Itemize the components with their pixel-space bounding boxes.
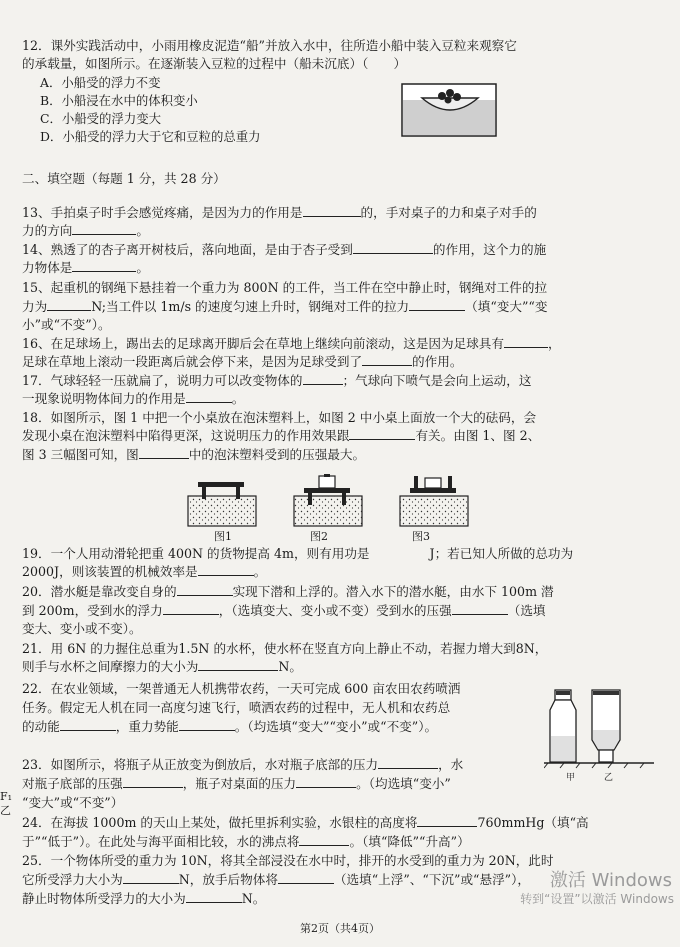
q22-text: 。（均选填“变大”“变小”或“不变”）。 (234, 719, 438, 734)
q14-line-2 (22, 260, 149, 276)
table-leg (342, 493, 346, 505)
q19-text: 。 (253, 564, 267, 579)
q25-text: N。 (241, 891, 266, 906)
q23-blank-3[interactable] (296, 776, 356, 788)
q22-text: 的动能 (22, 719, 60, 734)
figure-3-foam (400, 476, 468, 526)
q25-text: 它所受浮力大小为 (22, 872, 123, 887)
q24-line-1 (22, 815, 589, 831)
q23-text: 对瓶子底部的压强 (22, 776, 123, 791)
table-leg (236, 487, 240, 499)
figure-1-foam (188, 482, 256, 526)
q20-text: 实现下潜和上浮的。潜入水下的潜水艇，由水下 100m 潜 (232, 584, 554, 599)
q14-blank-1[interactable] (353, 242, 433, 254)
q16-blank-2[interactable] (362, 354, 412, 366)
q19-line-1 (22, 546, 573, 562)
q23-text: ，水 (438, 757, 464, 772)
activation-watermark-subtitle: 转到“设置”以激活 Windows (520, 892, 674, 906)
table-leg (308, 493, 312, 505)
q21-blank[interactable] (198, 659, 278, 671)
q16-line-2 (22, 354, 462, 370)
figure-3-label: 图3 (412, 530, 430, 543)
boat-figure (400, 70, 500, 140)
weight (319, 476, 335, 488)
q20-text: （选填 (507, 603, 546, 618)
bean (453, 93, 461, 101)
figure-1-label: 图1 (214, 530, 232, 543)
q17-blank-1[interactable] (303, 373, 343, 385)
q13-text: 的，手对桌子的力和桌子对手的 (360, 205, 537, 220)
q19-blank-2[interactable] (198, 564, 254, 576)
q16-text: ， (548, 336, 561, 351)
weight (425, 478, 441, 488)
q12-option-d: D．小船受的浮力大于它和豆粒的总重力 (40, 129, 261, 144)
q21-text: N。 (278, 659, 302, 674)
table-leg (448, 476, 452, 488)
q16-text: 16、在足球场上，踢出去的足球离开脚后会在草地上继续向前滚动，这是因为足球具有 (22, 336, 504, 351)
q17-line-2 (22, 391, 244, 407)
q15-line-1: 15、起重机的钢绳下悬挂着一个重力为 800N 的工件，当工件在空中静止时，钢绳对工件的拉 (22, 280, 548, 295)
q13-text: 力的方向 (22, 223, 73, 238)
q25-blank-1[interactable] (123, 872, 179, 884)
q17-blank-2[interactable] (186, 391, 232, 403)
q21-line-2 (22, 659, 302, 675)
left-edge-marks (0, 790, 12, 818)
q23-text: ，瓶子对桌面的压力 (182, 776, 297, 791)
q15-line-3: 小”或“不变”）。 (22, 317, 111, 332)
q15-line-2 (22, 299, 547, 315)
q13-blank-2[interactable] (72, 223, 136, 235)
q24-blank-2[interactable] (299, 834, 349, 846)
q23-text: 23．如图所示，将瓶子从正放变为倒放后，水对瓶子底部的压力 (22, 757, 379, 772)
q12-option-a: A．小船受的浮力不变 (40, 75, 161, 90)
q18-text: 有关。由图 1、图 2、 (415, 428, 541, 443)
q22-blank-2[interactable] (179, 719, 235, 731)
q12-stem-2: 的承载量，如图所示。在逐渐装入豆粒的过程中（船未沉底）（ ） (22, 56, 407, 71)
q22-line-3 (22, 719, 437, 735)
q20-blank-3[interactable] (452, 603, 508, 615)
table-top (198, 482, 244, 487)
q25-line-2 (22, 872, 530, 888)
q20-text: 20．潜水艇是靠改变自身的 (22, 584, 177, 599)
q25-line-3 (22, 891, 265, 907)
q17-text: ；气球向下喷气是会向上运动，这 (342, 373, 532, 388)
q14-text: 14、熟透了的杏子离开树枝后，落向地面，是由于杏子受到 (22, 242, 353, 257)
q18-text: 发现小桌在泡沫塑料中陷得更深，这说明压力的作用效果跟 (22, 428, 350, 443)
table-top-inverted (410, 488, 456, 493)
q24-text: 。（填“降低”“升高”） (349, 834, 470, 849)
q14-line-1 (22, 242, 546, 258)
foam-table-figures (186, 474, 476, 530)
figure-2-foam (294, 474, 362, 526)
bottle-label-jia: 甲 (566, 773, 576, 783)
q25-line-1: 25．一个物体所受的重力为 10N，将其全部浸没在水中时，排开的水受到的重力为 20N，此时 (22, 853, 554, 868)
q23-blank-2[interactable] (123, 776, 183, 788)
q25-text: N，放手后物体将 (178, 872, 278, 887)
figure-2-label: 图2 (310, 530, 328, 543)
q23-line-2 (22, 776, 451, 792)
bean (445, 97, 452, 104)
q20-line-1 (22, 584, 554, 600)
bottles-figure (544, 686, 656, 776)
q21-line-1: 21．用 6N 的力握住总重为1.5N 的水杯，使水杯在竖直方向上静止不动，若握力增大到8N， (22, 641, 548, 656)
q20-blank-1[interactable] (177, 584, 233, 596)
q15-text: N;当工件以 1m/s 的速度匀速上升时，钢绳对工件的拉力 (91, 299, 410, 314)
q13-text: 。 (136, 223, 149, 238)
q12-option-b: B．小船浸在水中的体积变小 (40, 93, 198, 108)
q25-blank-2[interactable] (278, 872, 334, 884)
q23-line-3: “变大”或“不变”） (22, 795, 124, 810)
q19-text: 19．一个人用动滑轮把重 400N 的货物提高 4m，则有用功是 (22, 546, 370, 561)
q22-line-1: 22．在农业领域，一架普通无人机携带农药，一天可完成 600 亩农田农药喷洒 (22, 681, 461, 696)
q12-option-c: C．小船受的浮力变大 (40, 111, 161, 126)
q16-blank-1[interactable] (504, 336, 548, 348)
q19-text: 2000J，则该装置的机械效率是 (22, 564, 198, 579)
q20-line-3: 变大、变小或不变）。 (22, 621, 142, 636)
q25-text: （选填“上浮”、“下沉”或“悬浮”）， (333, 872, 530, 887)
q16-text: 的作用。 (412, 354, 463, 369)
activation-watermark: 激活 Windows (549, 870, 672, 891)
q15-text: （填“变大”“变 (465, 299, 548, 314)
q17-text: 。 (231, 391, 245, 406)
table-leg (202, 487, 206, 499)
q18-blank-1[interactable] (349, 428, 415, 440)
bottle-label-yi: 乙 (604, 773, 614, 783)
q16-line-1 (22, 336, 561, 352)
table-leg (414, 476, 418, 488)
q12-stem-1: 12．课外实践活动中，小雨用橡皮泥造“船”并放入水中，往所造小船中装入豆粒来观察它 (22, 38, 517, 53)
q14-text: 力物体是 (22, 260, 73, 275)
q22-text: ，重力势能 (115, 719, 179, 734)
q18-text: 图 3 三幅图可知，图 (22, 447, 139, 462)
q23-text: 。（均选填“变小” (356, 776, 451, 791)
q15-blank-2[interactable] (409, 299, 465, 311)
q15-blank-1[interactable] (47, 299, 91, 311)
bean (446, 89, 454, 97)
q18-blank-2[interactable] (139, 447, 189, 459)
q24-line-2 (22, 834, 470, 850)
q18-line-1: 18．如图所示，图 1 中把一个小桌放在泡沫塑料上，如图 2 中小桌上面放一个大的砝码，会 (22, 410, 537, 425)
q24-text: 24．在海拔 1000m 的天山上某处，做托里拆利实验，水银柱的高度将 (22, 815, 418, 830)
q23-blank-1[interactable] (378, 757, 438, 769)
page-footer: 第2页（共4页） (300, 922, 380, 935)
q14-text: 。 (136, 260, 149, 275)
q22-line-2: 任务。假定无人机在同一高度匀速飞行，喷洒农药的过程中，无人机和农药总 (22, 700, 451, 715)
edge-mark: F₁ (0, 790, 13, 803)
q20-text: 到 200m，受到水的浮力 (22, 603, 163, 618)
q13-text: 13、手拍桌子时手会感觉疼痛，是因为力的作用是 (22, 205, 303, 220)
q17-text: 一现象说明物体间力的作用是 (22, 391, 186, 406)
q23-line-1 (22, 757, 463, 773)
q20-text: ，（选填变大、变小或不变）受到水的压强 (218, 603, 452, 618)
q25-text: 静止时物体所受浮力的大小为 (22, 891, 186, 906)
q15-text: 力为 (22, 299, 48, 314)
weight-knob (324, 474, 330, 477)
section-title: 二、填空题（每题 1 分，共 28 分） (22, 171, 226, 186)
table-top (304, 488, 350, 493)
q22-blank-1[interactable] (60, 719, 116, 731)
q16-text: 足球在草地上滚动一段距离后就会停下来，是因为足球受到了 (22, 354, 363, 369)
q19-line-2 (22, 564, 266, 580)
q18-line-2 (22, 428, 540, 444)
q20-blank-2[interactable] (163, 603, 219, 615)
q17-text: 17．气球轻轻一压就扁了，说明力可以改变物体的 (22, 373, 303, 388)
q25-blank-3[interactable] (186, 891, 242, 903)
q13-line-1 (22, 205, 537, 221)
q13-line-2 (22, 223, 149, 239)
q19-text: J；若已知人所做的总功为 (429, 546, 574, 561)
q20-line-2 (22, 603, 546, 619)
q24-text: 760mmHg（填“高 (477, 815, 589, 830)
edge-mark: 乙 (0, 804, 11, 817)
q18-text: 中的泡沫塑料受到的压强最大。 (188, 447, 366, 462)
bottle-inverted (592, 690, 620, 762)
q24-blank-1[interactable] (417, 815, 477, 827)
q18-line-3 (22, 447, 365, 463)
q24-text: 于”“低于”）。在此处与海平面相比较，水的沸点将 (22, 834, 300, 849)
q13-blank-1[interactable] (303, 205, 361, 217)
bottle-upright (550, 690, 576, 762)
q14-text: 的作用，这个力的施 (432, 242, 547, 257)
q17-line-1 (22, 373, 531, 389)
q14-blank-2[interactable] (72, 260, 136, 272)
q21-text: 则手与水杯之间摩擦力的大小为 (22, 659, 199, 674)
